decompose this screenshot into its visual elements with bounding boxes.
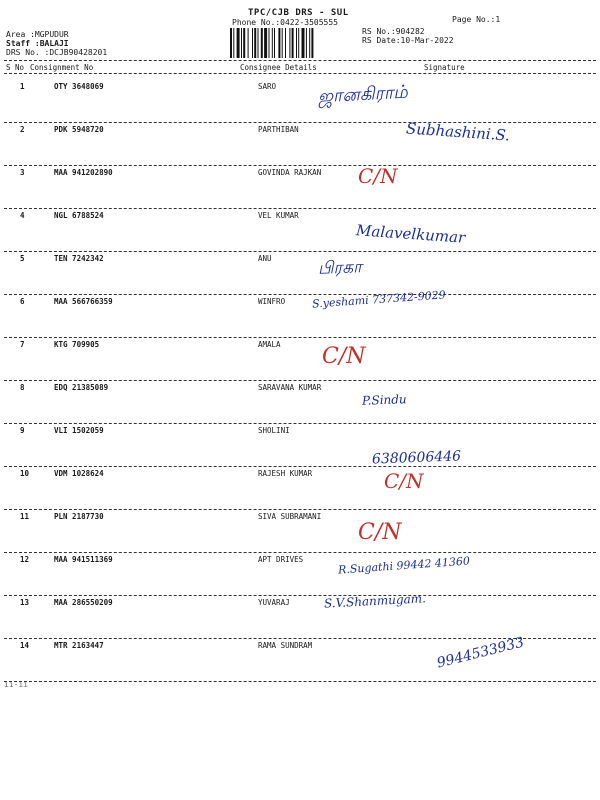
- row-consignee-name: APT DRIVES: [258, 555, 304, 564]
- barcode-bar: [272, 28, 273, 58]
- row-consignment-number: MTR 2163447: [54, 641, 104, 650]
- row-separator: [4, 681, 596, 682]
- row-handwritten-signature: 6380606446: [371, 448, 462, 468]
- row-separator: [4, 423, 596, 424]
- barcode-bar: [298, 28, 299, 58]
- barcode-bar: [309, 28, 310, 58]
- row-consignment-number: VLI 1502059: [54, 426, 104, 435]
- row-serial-number: 2: [20, 125, 25, 134]
- row-handwritten-signature: C/N: [322, 344, 366, 369]
- header-rule-top: [4, 60, 596, 61]
- barcode-bar: [269, 28, 270, 58]
- barcode-bar: [243, 28, 245, 58]
- row-consignment-number: MAA 941511369: [54, 555, 113, 564]
- row-separator: [4, 208, 596, 209]
- column-header-signature: Signature: [424, 63, 465, 72]
- staff-label: Staff :BALAJI: [6, 39, 69, 48]
- barcode-bar: [241, 28, 242, 58]
- column-header-consignment: Consignment No: [30, 63, 94, 72]
- barcode-bar: [274, 28, 275, 58]
- row-handwritten-signature: 9944533933: [435, 634, 526, 672]
- row-consignment-number: TEN 7242342: [54, 254, 104, 263]
- margin-note: ıı·ıı: [4, 680, 29, 689]
- rs-date: RS Date:10-Mar-2022: [362, 36, 454, 45]
- barcode-bar: [292, 28, 294, 58]
- row-consignment-number: PLN 2187730: [54, 512, 104, 521]
- row-handwritten-signature: C/N: [358, 520, 402, 545]
- row-separator: [4, 552, 596, 553]
- phone-number: Phone No.:0422-3505555: [232, 18, 338, 27]
- barcode-bar: [306, 28, 307, 58]
- barcode: [230, 28, 354, 58]
- row-consignment-number: MAA 941202890: [54, 168, 113, 177]
- page-number: Page No.:1: [452, 15, 501, 24]
- row-separator: [4, 595, 596, 596]
- barcode-bar: [233, 28, 234, 58]
- row-consignee-name: VEL KUMAR: [258, 211, 299, 220]
- row-separator: [4, 509, 596, 510]
- row-serial-number: 8: [20, 383, 25, 392]
- barcode-bar: [237, 28, 240, 58]
- row-serial-number: 7: [20, 340, 25, 349]
- row-consignment-number: MAA 286550209: [54, 598, 113, 607]
- row-handwritten-signature: S.V.Shanmugam.: [323, 591, 427, 611]
- area-label: Area :MGPUDUR: [6, 30, 69, 39]
- row-serial-number: 10: [20, 469, 30, 478]
- row-consignee-name: SARO: [258, 82, 277, 91]
- row-consignment-number: OTY 3648069: [54, 82, 104, 91]
- row-consignment-number: MAA 566766359: [54, 297, 113, 306]
- row-consignee-name: AMALA: [258, 340, 281, 349]
- row-handwritten-signature: P.Sindu: [361, 392, 407, 408]
- row-handwritten-signature: S.yeshami 737342-9029: [311, 288, 447, 311]
- row-consignee-name: PARTHIBAN: [258, 125, 299, 134]
- row-consignee-name: RAJESH KUMAR: [258, 469, 313, 478]
- barcode-bar: [264, 28, 267, 58]
- barcode-bar: [252, 28, 253, 58]
- row-consignee-name: WINFRO: [258, 297, 286, 306]
- barcode-bar: [230, 28, 232, 58]
- row-serial-number: 1: [20, 82, 25, 91]
- column-header-sno: S No: [6, 63, 25, 72]
- row-consignee-name: RAMA SUNDRAM: [258, 641, 313, 650]
- row-separator: [4, 122, 596, 123]
- row-separator: [4, 165, 596, 166]
- row-consignment-number: VDM 1028624: [54, 469, 104, 478]
- row-consignee-name: SIVA SUBRAMANI: [258, 512, 322, 521]
- barcode-bar: [254, 28, 256, 58]
- row-consignee-name: SARAVANA KUMAR: [258, 383, 322, 392]
- row-separator: [4, 337, 596, 338]
- barcode-bar: [296, 28, 297, 58]
- row-handwritten-signature: C/N: [358, 164, 398, 188]
- barcode-bar: [311, 28, 313, 58]
- row-serial-number: 13: [20, 598, 30, 607]
- row-separator: [4, 466, 596, 467]
- rs-number: RS No.:904282: [362, 27, 425, 36]
- row-consignment-number: EDQ 21385089: [54, 383, 109, 392]
- row-consignee-name: YUVARAJ: [258, 598, 290, 607]
- row-handwritten-signature: Subhashini.S.: [405, 119, 511, 145]
- barcode-bar: [248, 28, 249, 58]
- row-serial-number: 14: [20, 641, 30, 650]
- row-serial-number: 12: [20, 555, 30, 564]
- barcode-bar: [302, 28, 305, 58]
- document-title: TPC/CJB DRS - SUL: [248, 8, 349, 18]
- row-serial-number: 6: [20, 297, 25, 306]
- row-handwritten-signature: R.Sugathi 99442 41360: [337, 554, 471, 577]
- row-separator: [4, 294, 596, 295]
- row-serial-number: 9: [20, 426, 25, 435]
- row-consignment-number: NGL 6788524: [54, 211, 104, 220]
- row-consignment-number: KTG 709905: [54, 340, 100, 349]
- row-consignee-name: ANU: [258, 254, 272, 263]
- barcode-bar: [278, 28, 280, 58]
- row-serial-number: 11: [20, 512, 30, 521]
- barcode-bar: [261, 28, 263, 58]
- row-handwritten-signature: ஜானகிராம்: [317, 81, 409, 108]
- row-handwritten-signature: பிரகா: [317, 257, 363, 279]
- row-consignee-name: GOVINDA RAJKAN: [258, 168, 322, 177]
- column-header-consignee: Consignee Details: [240, 63, 317, 72]
- row-serial-number: 4: [20, 211, 25, 220]
- barcode-bar: [282, 28, 283, 58]
- barcode-bar: [285, 28, 286, 58]
- row-handwritten-signature: Malavelkumar: [355, 221, 466, 247]
- drs-number: DRS No. :DCJB90428201: [6, 48, 108, 57]
- header-rule-bottom: [4, 73, 596, 74]
- row-consignment-number: PDK 5948720: [54, 125, 104, 134]
- row-serial-number: 3: [20, 168, 25, 177]
- row-handwritten-signature: C/N: [384, 469, 424, 493]
- row-serial-number: 5: [20, 254, 25, 263]
- barcode-bar: [289, 28, 290, 58]
- row-separator: [4, 380, 596, 381]
- row-consignee-name: SHOLINI: [258, 426, 290, 435]
- row-separator: [4, 251, 596, 252]
- barcode-bar: [258, 28, 259, 58]
